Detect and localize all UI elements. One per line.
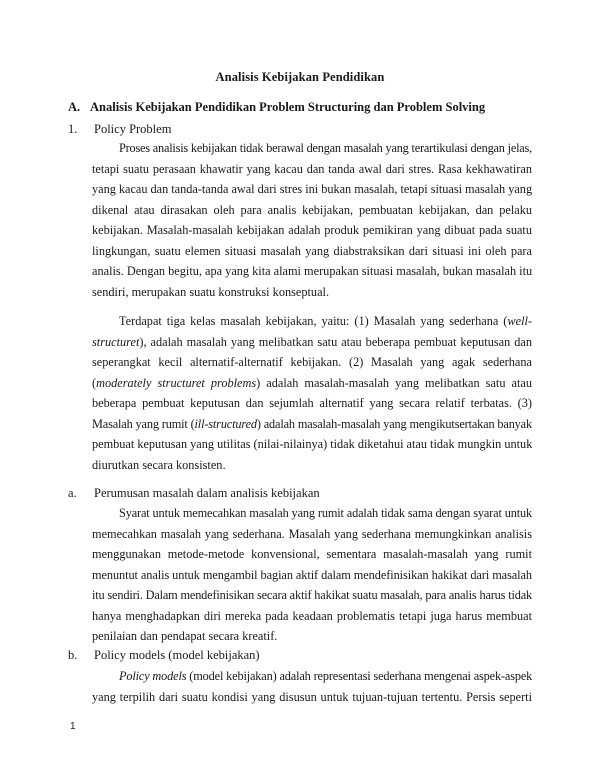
text-run-italic: moderately structuret problems [96,375,257,390]
text-line: penilaian dan pendapat secara kreatif. [92,629,278,643]
text-line: beberapa pembuat keputusan dan sejumlah alternatif yang secara relatif terbatas. (3) [92,396,532,410]
text-run: Masalah yang rumit ( [92,416,195,431]
text-run-italic: well- [507,314,532,328]
text-line: menggunakan metode-metode konvensional, sementara masalah-masalah yang rumit [92,547,532,561]
text-line: yang kacau dan tanda-tanda awal dari stres ini bukan masalah, tetapi situasi masalah yang [92,182,533,196]
item-b-number: b. [68,648,78,662]
page-number: 1 [70,721,76,732]
text-run-italic: Policy models [119,669,187,683]
item-b-label: Policy models (model kebijakan) [94,648,260,662]
paragraph-policy-models [92,666,532,707]
item-1-number: 1. [68,122,78,136]
text-line: lingkungan, suatu elemen situasi masalah yang diabstraksikan dari situasi ini oleh para [92,243,532,258]
section-a-heading [68,100,485,115]
text-line [92,373,532,394]
text-line: analis. Dengan begitu, apa yang kita alami merupakan situasi masalah, bukan masalah itu [92,264,533,278]
item-a-label: Perumusan masalah dalam analisis kebijakan [94,486,320,500]
text-line [92,311,532,332]
text-line: kebijakan. Masalah-masalah kebijakan adalah produk pemikiran yang dibuat pada suatu [92,223,532,237]
text-line: seperangkat kecil alternatif-alternatif kebijakan. (2) Masalah yang agak sederhana [92,355,532,369]
text-line: dikenal atau dirasakan oleh para analis kebijakan, pembuatan kebijakan, dan pelaku [92,202,532,217]
item-1-label: Policy Problem [94,122,172,136]
text-line: memecahkan masalah yang sederhana. Masalah yang sederhana memungkinkan analisis [92,526,532,541]
text-line: menuntut analis untuk mengambil bagian aktif dalam mendefinisikan hakikat dari masalah [92,567,532,582]
paragraph-problem-classes [92,311,532,475]
text-line: diurutkan secara konsisten. [92,457,226,472]
paragraph-policy-problem [92,138,532,302]
text-run: Terdapat tiga kelas masalah kebijakan, yaitu: (1) Masalah yang sederhana ( [119,314,508,328]
text-run-italic: structuret [92,334,140,349]
text-run: ) adalah masalah-masalah yang mengikutsertakan banyak [256,416,532,431]
item-a-heading [68,486,320,501]
text-line: itu sendiri. Dalam mendefinisikan secara aktif hakikat suatu masalah, para analis harus tidak [92,588,532,602]
text-line [92,666,532,687]
text-line: Syarat untuk memecahkan masalah yang rumit adalah tidak sama dengan syarat untuk [119,506,532,520]
section-a-number: A. [68,100,81,114]
document-title: Analisis Kebijakan Pendidikan [215,70,385,84]
text-run: (model kebijakan) adalah representasi sederhana mengenai aspek-aspek [186,669,533,683]
paragraph-problem-formulation [92,503,532,647]
item-b-heading [68,648,260,663]
text-line: sendiri, merupakan suatu konstruksi konseptual. [92,284,330,299]
text-run-italic: ill-structured [194,416,257,431]
text-line: tetapi suatu perasaan khawatir yang kacau dan tanda awal dari stres. Rasa kekhawatiran [92,161,532,176]
text-line [92,414,532,435]
text-line: yang terpilih dari suatu kondisi yang disusun untuk tujuan-tujuan tertentu. Persis seperti [92,689,532,704]
text-line [92,332,532,353]
text-line: pembuat keputusan yang utilitas (nilai-nilainya) tidak diketahui atau tidak mungkin untuk [92,437,533,451]
item-a-number: a. [68,486,77,500]
section-a-text: Analisis Kebijakan Pendidikan Problem Structuring dan Problem Solving [90,100,486,114]
text-line: hanya menghadapkan diri mereka pada keadaan problematis tetapi juga harus membuat [92,608,532,623]
text-run: ) adalah masalah-masalah yang melibatkan satu atau [256,375,532,390]
text-run: ), adalah masalah yang melibatkan satu atau beberapa pembuat keputusan dan [139,334,532,349]
text-line: Proses analisis kebijakan tidak berawal dengan masalah yang terartikulasi dengan jelas, [119,141,532,155]
item-1-heading [68,122,171,137]
text-run: ( [92,375,97,390]
